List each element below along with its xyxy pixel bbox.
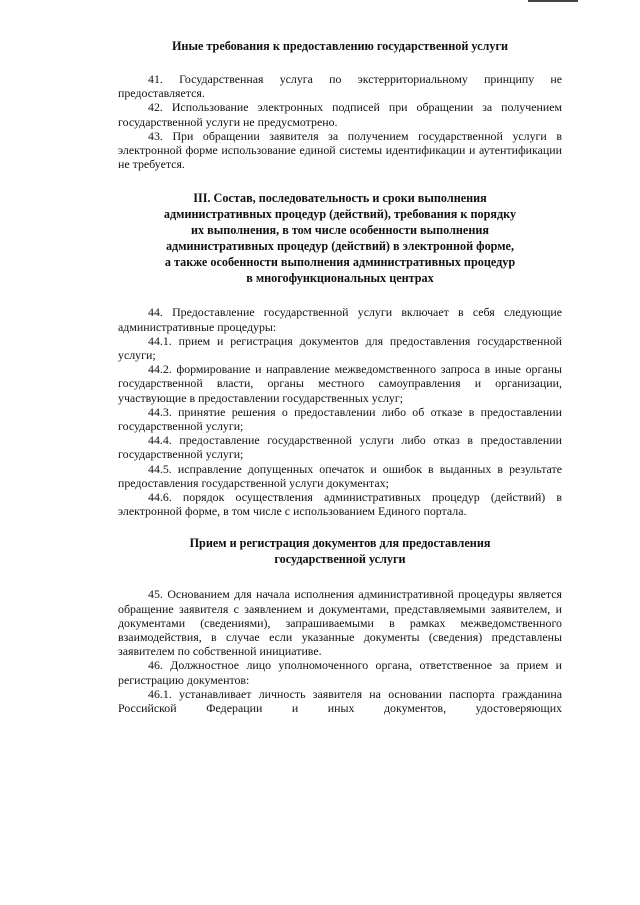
paragraph-44-3: 44.3. принятие решения о предоставлении либо об отказе в предоставлении государственной услуги;: [118, 404, 562, 434]
paragraph-46: 46. Должностное лицо уполномоченного органа, ответственное за прием и регистрацию документов:: [118, 658, 562, 687]
document-page: [118, 38, 562, 715]
heading-line: административных процедур (действий) в электронной форме,: [165, 239, 515, 254]
section-heading-reception: [118, 535, 562, 567]
heading-line: а также особенности выполнения административных процедур: [164, 255, 516, 270]
paragraph-43: 43. При обращении заявителя за получением государственной услуги в электронной форме использование единой системы идентификации и аутентификации не требуется.: [118, 128, 562, 172]
section-heading-iii: [118, 190, 562, 286]
heading-line: их выполнения, в том числе особенности выполнения: [191, 223, 489, 238]
paragraph-44-4: 44.4. предоставление государственной услуги либо отказ в предоставлении государственной услуги;: [118, 433, 562, 462]
paragraph-44-6: 44.6. порядок осуществления административных процедур (действий) в электронной форме, в том числе с использованием Единого портала.: [118, 490, 562, 519]
paragraph-44-1: 44.1. прием и регистрация документов для предоставления государственной услуги;: [118, 333, 562, 363]
heading-line: Прием и регистрация документов для предоставления: [189, 536, 491, 551]
heading-line: государственной услуги: [274, 552, 406, 567]
paragraph-44-2: 44.2. формирование и направление межведомственного запроса в иные органы государственной власти, органы местного самоуправления и организации, участвующие в предоставлении государственных услуг;: [118, 362, 562, 405]
paragraph-42: 42. Использование электронных подписей при обращении за получением государственной услуги не предусмотрено.: [118, 100, 562, 129]
paragraph-46-1: 46.1. устанавливает личность заявителя на основании паспорта гражданина Российской Федерации и иных документов, удостоверяющих: [118, 686, 562, 716]
paragraph-44: 44. Предоставление государственной услуги включает в себя следующие административные процедуры:: [118, 305, 562, 334]
section-heading-other-requirements: Иные требования к предоставлению государственной услуги: [171, 39, 509, 53]
paragraph-44-5: 44.5. исправление допущенных опечаток и ошибок в выданных в результате предоставления государственной услуги документах;: [118, 461, 562, 490]
paragraph-41: 41. Государственная услуга по экстерриториальному принципу не предоставляется.: [118, 72, 562, 101]
paragraph-45: 45. Основанием для начала исполнения административной процедуры является обращение заявителя с заявлением и документами, представляемыми заявителем, и документами (сведениями), запрашиваемыми в рамках межведомственного взаимодействия, в случае если указанные документы (сведения) представлены заявителем по собственной инициативе.: [118, 587, 562, 659]
heading-line: административных процедур (действий), требования к порядку: [163, 207, 517, 222]
heading-line: в многофункциональных центрах: [246, 271, 434, 286]
top-edge-mark: [528, 0, 578, 2]
heading-line: III. Состав, последовательность и сроки выполнения: [193, 191, 487, 206]
